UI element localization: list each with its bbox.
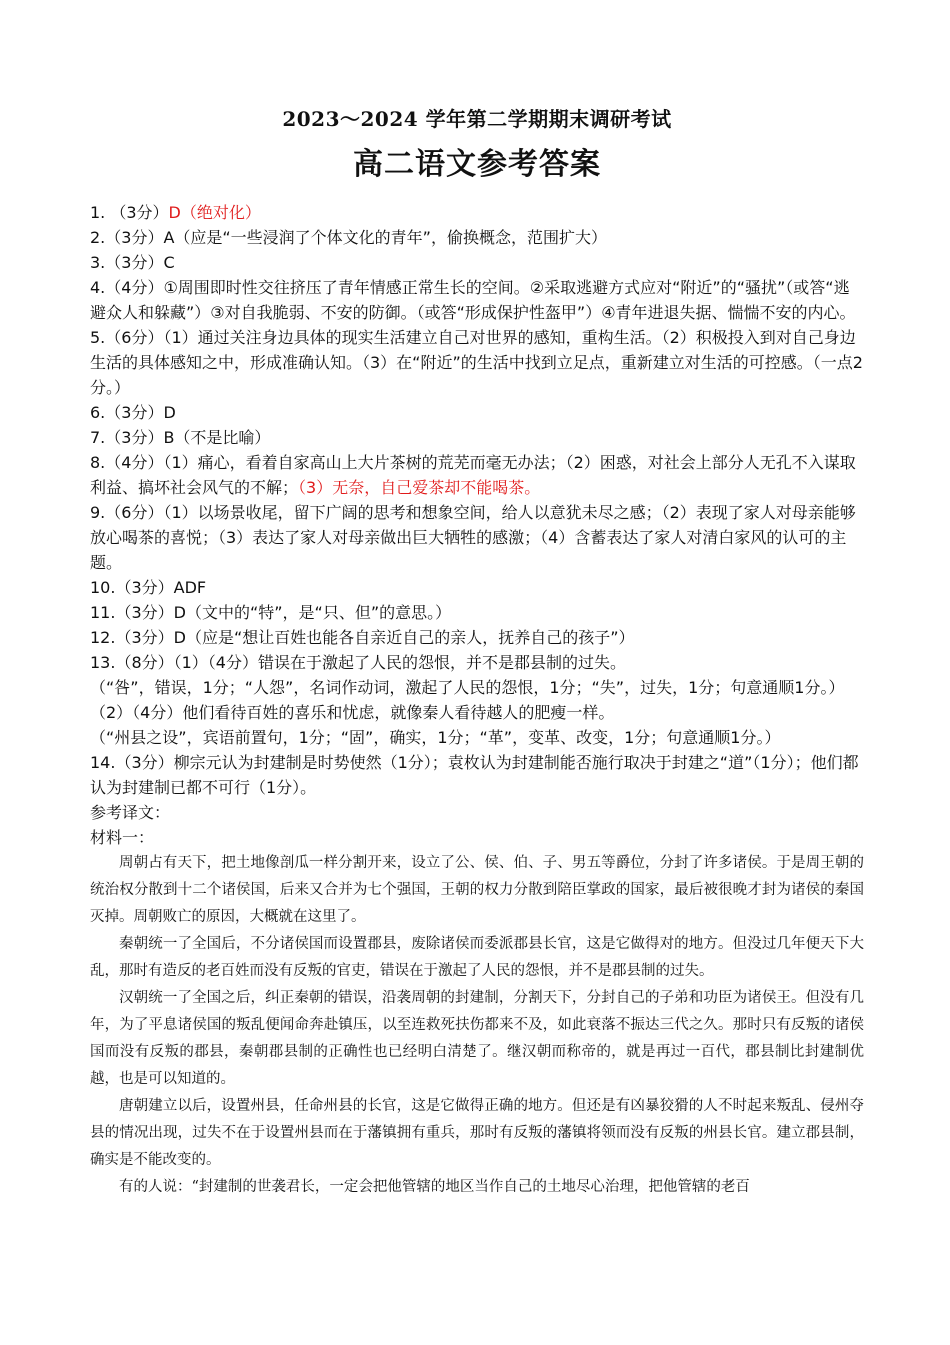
answer-8 — [90, 450, 864, 500]
material-label: 材料一： — [90, 828, 155, 847]
answer-8-highlight: （3）无奈，自己爱茶却不能喝茶。 — [298, 478, 541, 497]
answer-2: 2.（3分）A（应是“一些浸润了个体文化的青年”，偷换概念，范围扩大） — [90, 228, 607, 247]
answer-1-score: （3分） — [110, 203, 169, 222]
translation-heading: 参考译文： — [90, 803, 171, 822]
answer-3: 3.（3分）C — [90, 253, 175, 272]
answer-1 — [90, 200, 864, 225]
answer-7: 7.（3分）B（不是比喻） — [90, 428, 271, 447]
answer-8-main: 8.（4分）（1）痛心，看着自家高山上大片茶树的荒芜而毫无办法；（2）困惑，对社会上部分人无孔不入谋取利益、搞坏社会风气的不解； — [90, 453, 856, 497]
answer-13-part-1: 13.（8分）（1）（4分）错误在于激起了人民的怨恨，并不是郡县制的过失。 — [90, 653, 626, 672]
answer-list — [90, 200, 864, 800]
translation-paragraph: 唐朝建立以后，设置州县，任命州县的长官，这是它做得正确的地方。但还是有凶暴狡猾的人不时起来叛乱、侵州夺县的情况出现，过失不在于设置州县而在于藩镇拥有重兵，那时有反叛的藩镇将领而没有反叛的州县长官。建立郡县制，确实是不能改变的。 — [90, 1098, 864, 1168]
document-title: 高二语文参考答案 — [353, 147, 601, 182]
answer-5: 5.（6分）（1）通过关注身边具体的现实生活建立自己对世界的感知，重构生活。（2）积极投入到对自己身边生活的具体感知之中，形成准确认知。（3）在“附近”的生活中找到立足点，重新建立对生活的可控感。（一点2分。） — [90, 328, 863, 397]
answer-4: 4.（4分）①周围即时性交往挤压了青年情感正常生长的空间。②采取逃避方式应对“附近”的“骚扰”（或答“逃避众人和躲藏”）③对自我脆弱、不安的防御。（或答“形成保护性盔甲”）④青年进退失据、惴惴不安的内心。 — [90, 278, 856, 322]
answer-13-part-2: （2）（4分）他们看待百姓的喜乐和忧虑，就像秦人看待越人的肥瘦一样。 — [90, 703, 615, 722]
answer-13-part-2-note: （“州县之设”，宾语前置句，1分；“固”，确实，1分；“革”，变革、改变，1分；句意通顺1分。） — [90, 728, 781, 747]
answer-14: 14.（3分）柳宗元认为封建制是时势使然（1分）；袁枚认为封建制能否施行取决于封建之“道”（1分）；他们都认为封建制已都不可行（1分）。 — [90, 753, 859, 797]
exam-title: 2023～2024 学年第二学期期末调研考试 — [282, 107, 672, 131]
translation-paragraph: 秦朝统一了全国后，不分诸侯国而设置郡县，废除诸侯而委派郡县长官，这是它做得对的地方。但没过几年便天下大乱，那时有造反的老百姓而没有反叛的官吏，错误在于激起了人民的怨恨，并不是郡县制的过失。 — [90, 936, 864, 979]
translation-paragraph: 有的人说：“封建制的世袭君长，一定会把他管辖的地区当作自己的土地尽心治理，把他管辖的老百 — [119, 1179, 750, 1195]
answer-1-choice: D（绝对化） — [168, 203, 261, 222]
answer-1-number: 1. — [90, 203, 106, 222]
answer-10: 10.（3分）ADF — [90, 578, 207, 597]
answer-9: 9.（6分）（1）以场景收尾，留下广阔的思考和想象空间，给人以意犹未尽之感；（2）表现了家人对母亲能够放心喝茶的喜悦；（3）表达了家人对母亲做出巨大牺牲的感激；（4）含蓄表达了家人对清白家风的认可的主题。 — [90, 503, 856, 572]
answer-13-part-1-note: （“咎”，错误，1分；“人怨”，名词作动词，激起了人民的怨恨，1分；“失”，过失，1分；句意通顺1分。） — [90, 678, 845, 697]
answer-11: 11.（3分）D（文中的“特”，是“只、但”的意思。） — [90, 603, 452, 622]
translation-paragraph: 周朝占有天下，把土地像剖瓜一样分割开来，设立了公、侯、伯、子、男五等爵位，分封了许多诸侯。于是周王朝的统治权分散到十二个诸侯国，后来又合并为七个强国，王朝的权力分散到陪臣掌政的国家，最后被很晚才封为诸侯的秦国灭掉。周朝败亡的原因，大概就在这里了。 — [90, 855, 864, 925]
translation-body — [90, 850, 864, 1201]
answer-12: 12.（3分）D（应是“想让百姓也能各自亲近自己的亲人，抚养自己的孩子”） — [90, 628, 635, 647]
translation-paragraph: 汉朝统一了全国之后，纠正秦朝的错误，沿袭周朝的封建制，分割天下，分封自己的子弟和功臣为诸侯王。但没有几年，为了平息诸侯国的叛乱便闻命奔赴镇压，以至连救死扶伤都来不及，如此衰落不振达三代之久。那时只有反叛的诸侯国而没有反叛的郡县，秦朝郡县制的正确性也已经明白清楚了。继汉朝而称帝的，就是再过一百代，郡县制比封建制优越，也是可以知道的。 — [90, 990, 864, 1087]
answer-6: 6.（3分）D — [90, 403, 176, 422]
